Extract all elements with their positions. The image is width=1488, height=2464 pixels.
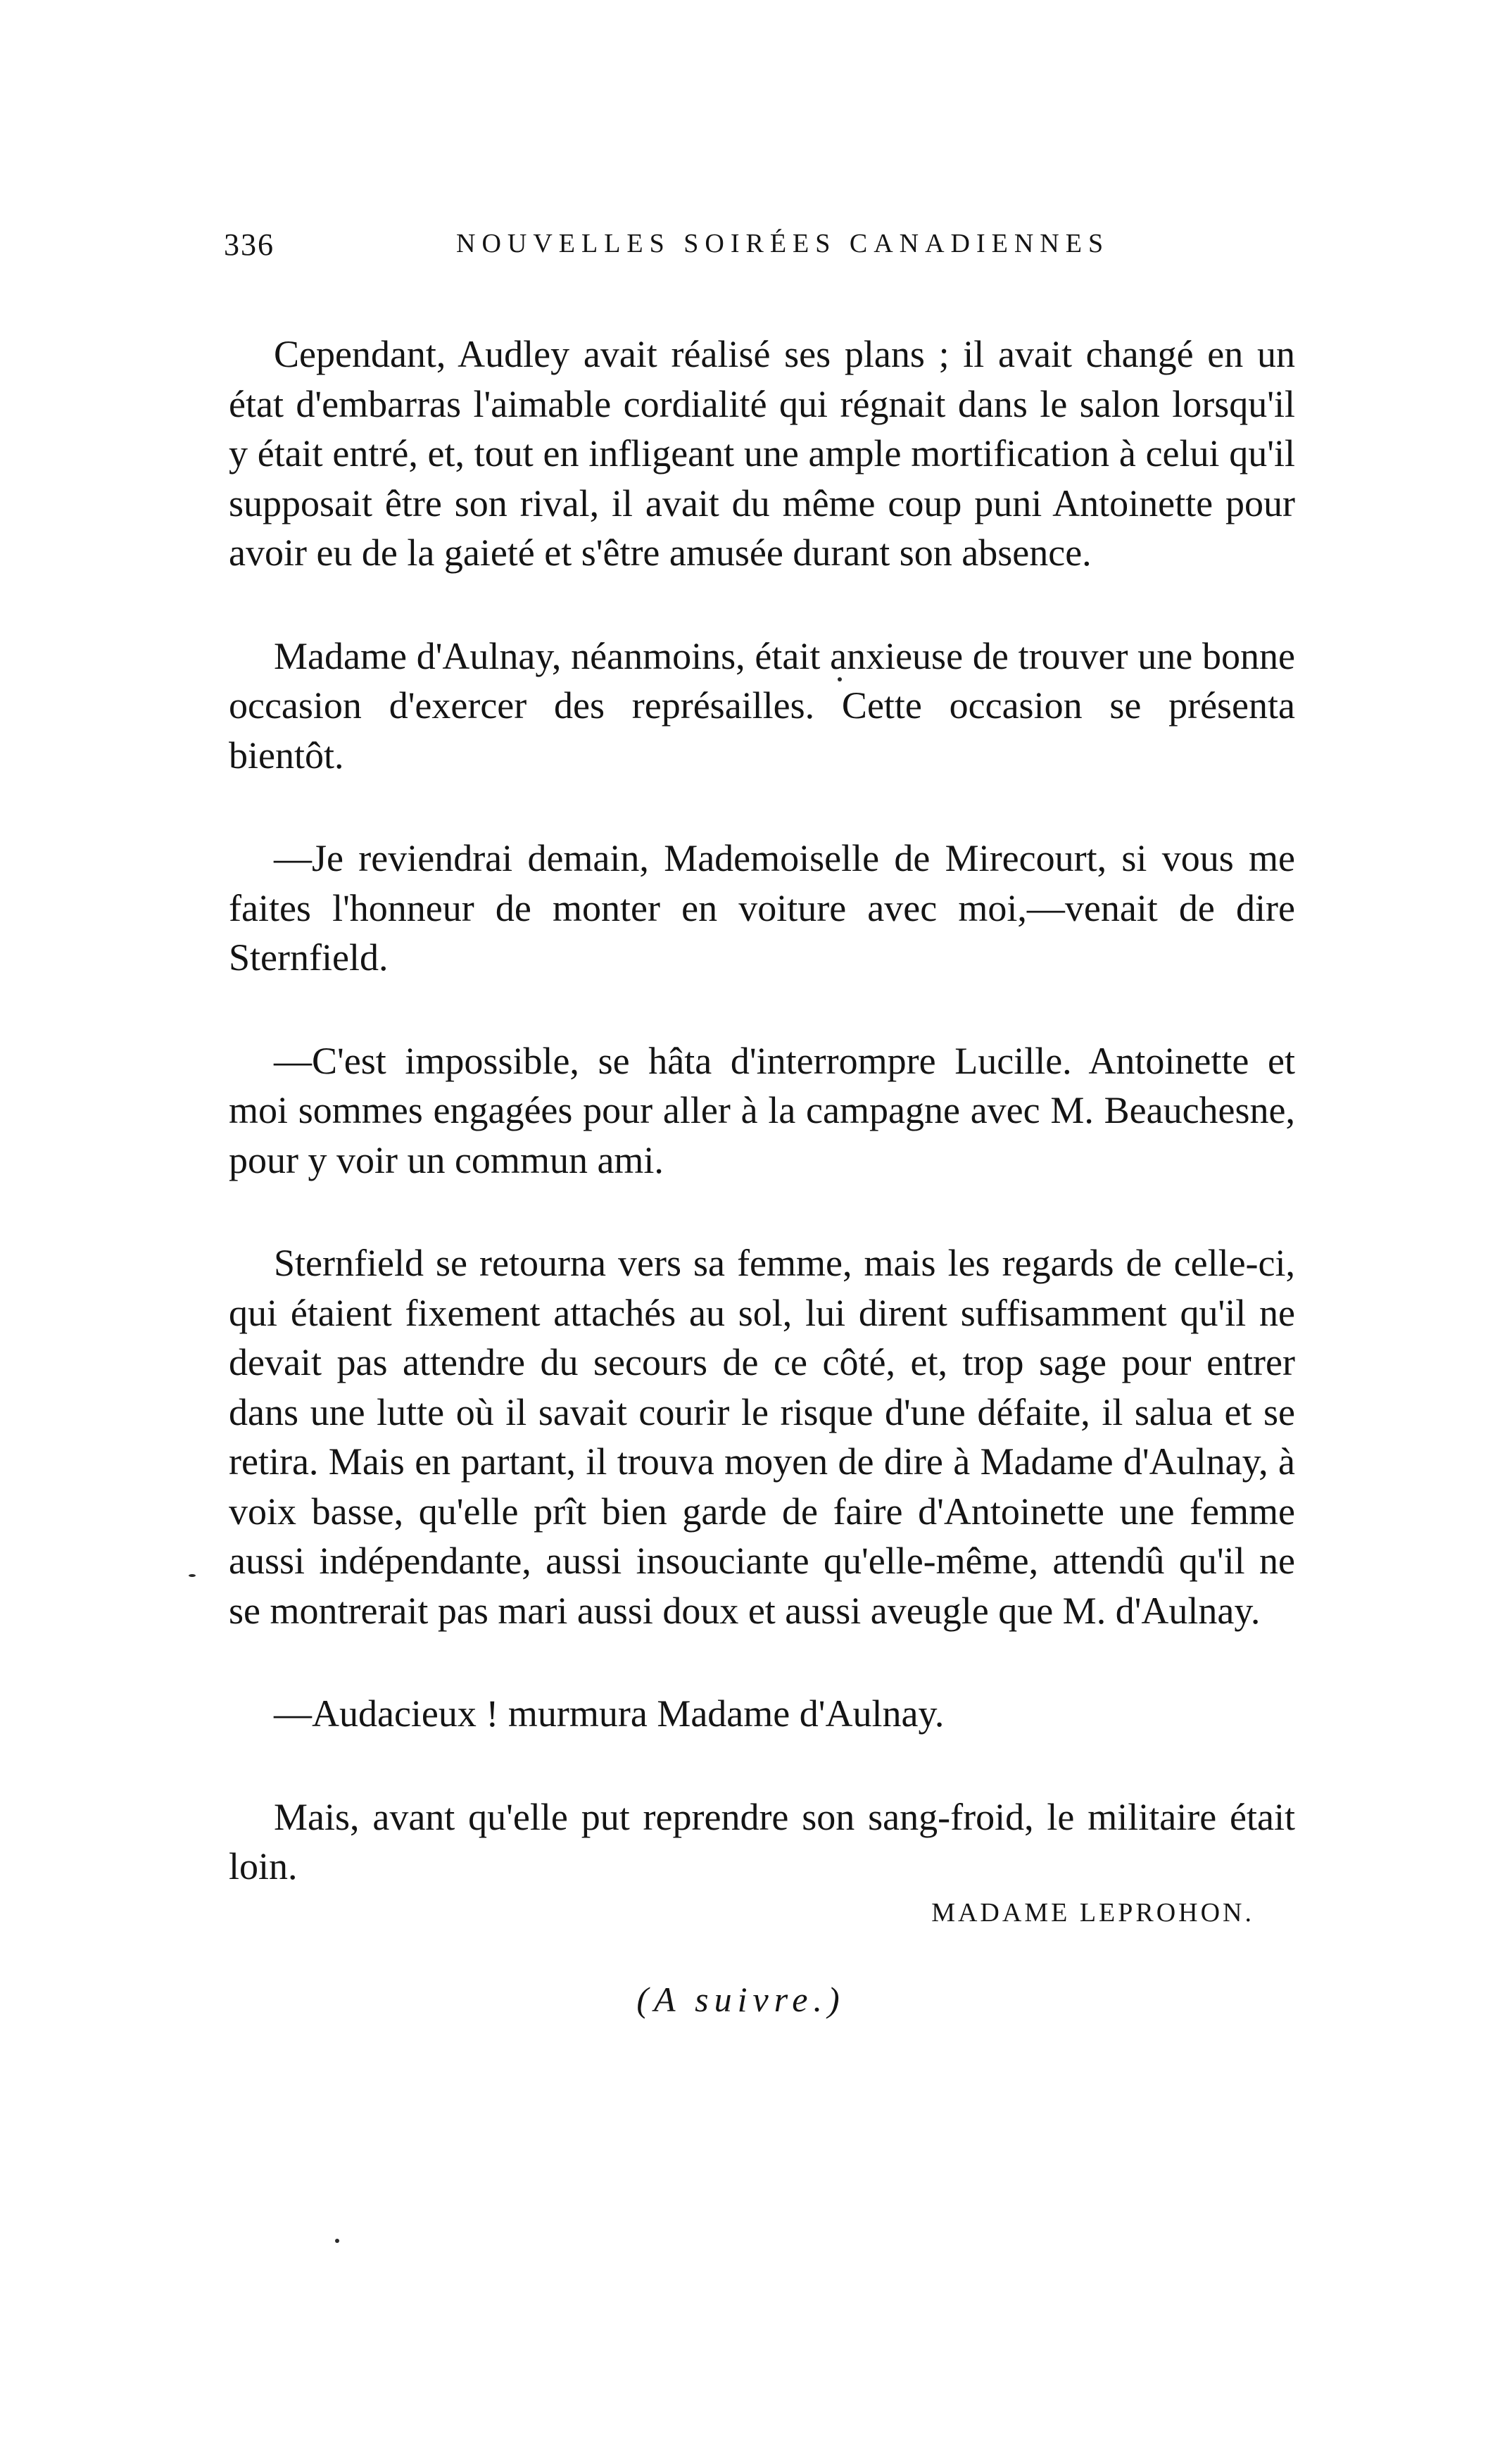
- paragraph: Sternfield se retourna vers sa femme, mais les regards de celle-ci, qui étaient fixement attachés au sol, lui dirent suffisamment qu'il ne devait pas attendre du secours de ce côté, et, trop sage pour entrer dans une lutte où il savait courir le risque d'une défaite, il salua et se retira. Mais en partant, il trouva moyen de dire à Madame d'Aulnay, à voix basse, qu'elle prît bien garde de faire d'Antoinette une femme aussi indépendante, aussi insouciante qu'elle-même, attendû qu'il ne se montrerait pas mari aussi doux et aussi aveugle que M. d'Aulnay.: [229, 1242, 1295, 1632]
- paragraph: —Audacieux ! murmura Madame d'Aulnay.: [274, 1692, 945, 1735]
- author-signature: MADAME LEPROHON.: [931, 1897, 1254, 1928]
- print-speck: [189, 1574, 196, 1577]
- print-speck: [838, 677, 842, 681]
- body-text: [229, 329, 1295, 2020]
- running-title: NOUVELLES SOIRÉES CANADIENNES: [456, 229, 1110, 258]
- page-number: 336: [224, 227, 275, 262]
- paragraph: —Je reviendrai demain, Mademoiselle de Mirecourt, si vous me faites l'honneur de monter en voiture avec moi,—venait de dire Sternfield.: [229, 837, 1295, 979]
- print-speck: [335, 2239, 339, 2243]
- paragraph: Mais, avant qu'elle put reprendre son sang-froid, le militaire était loin.: [229, 1795, 1295, 1887]
- paragraph: Madame d'Aulnay, néanmoins, était anxieuse de trouver une bonne occasion d'exercer des représailles. Cette occasion se présenta bientôt.: [229, 634, 1295, 777]
- paragraph: Cependant, Audley avait réalisé ses plans ; il avait changé en un état d'embarras l'aimable cordialité qui régnait dans le salon lorsqu'il y était entré, et, tout en infligeant une ample mortification à celui qu'il supposait être son rival, il avait du même coup puni Antoinette pour avoir eu de la gaieté et s'être amusée durant son absence.: [229, 333, 1295, 574]
- page-header: [224, 227, 1294, 269]
- to-be-continued: (A suivre.): [636, 1979, 845, 2019]
- paragraph: —C'est impossible, se hâta d'interrompre Lucille. Antoinette et moi sommes engagées pour aller à la campagne avec M. Beauchesne, pour y voir un commun ami.: [229, 1039, 1295, 1181]
